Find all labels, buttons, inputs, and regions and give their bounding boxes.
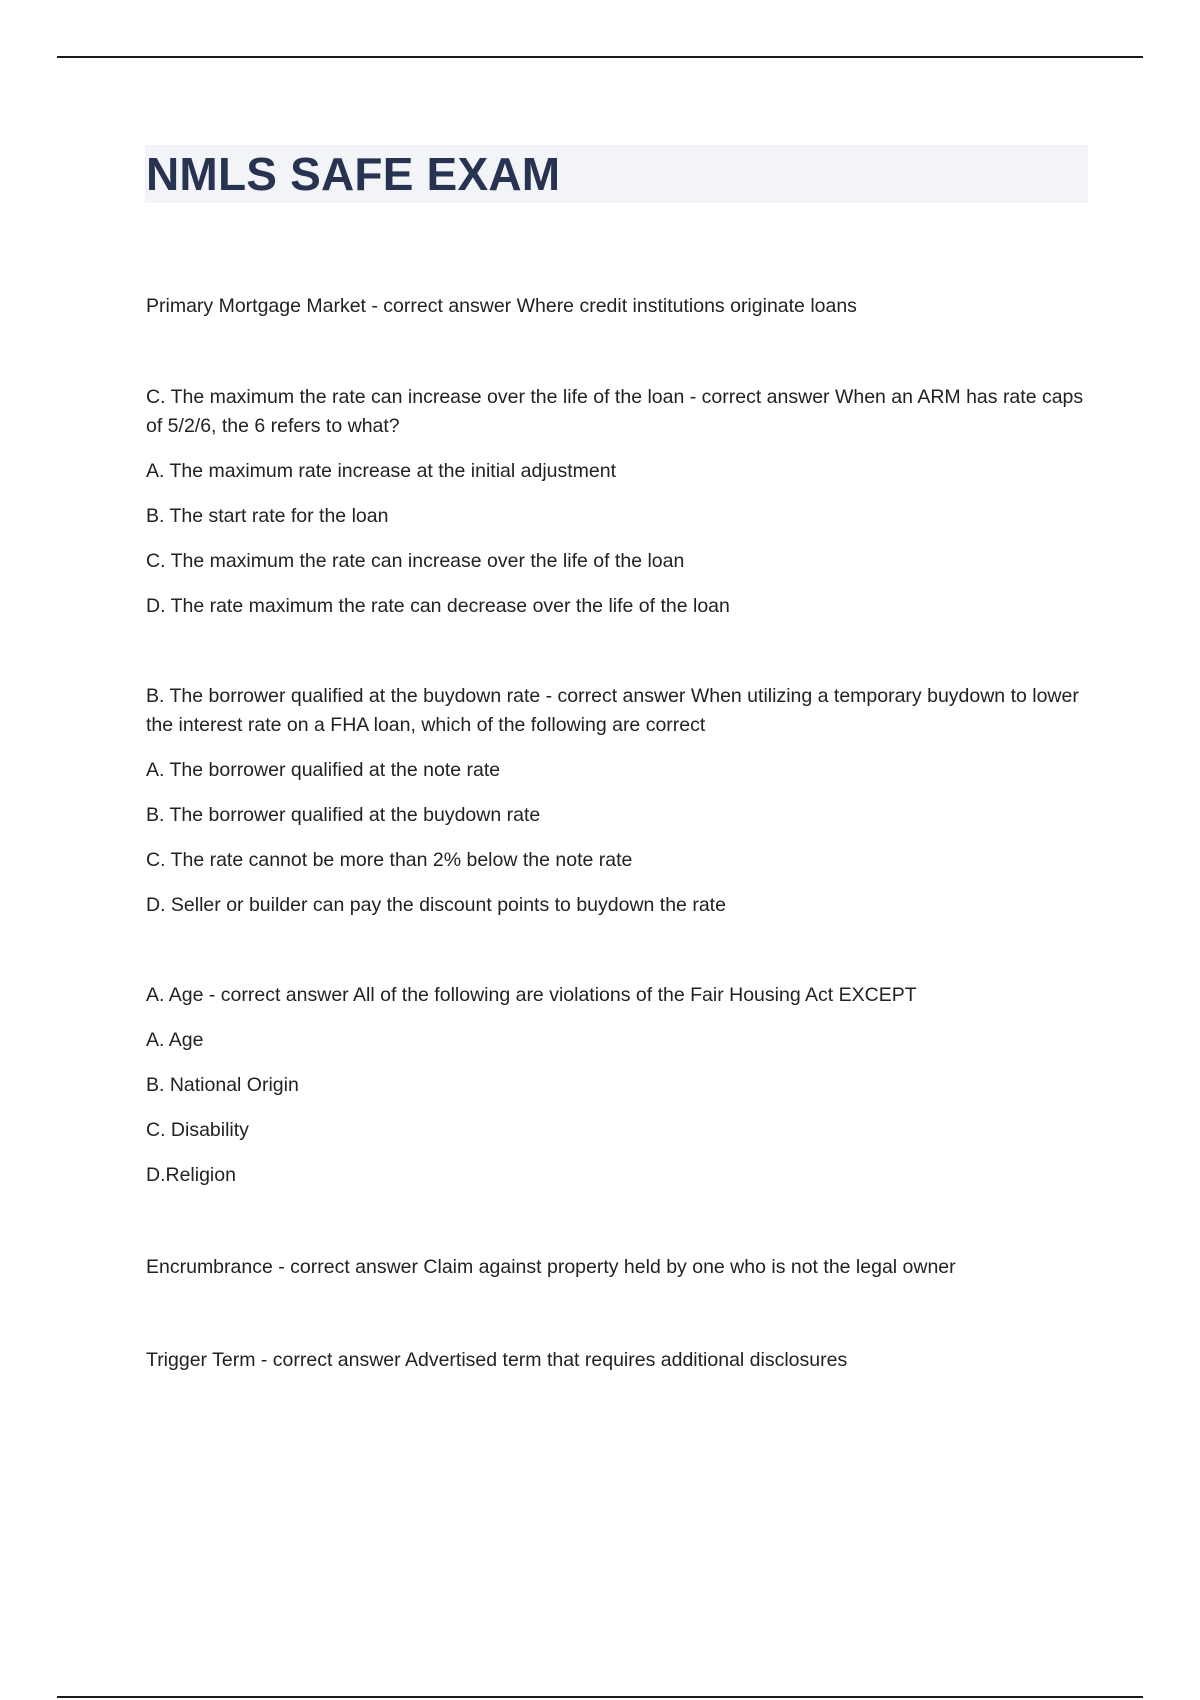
answer-option: D. The rate maximum the rate can decrease over the life of the loan [146, 595, 730, 617]
qa-entry [146, 1344, 1086, 1376]
qa-entry [146, 981, 1086, 1190]
bottom-divider [57, 1696, 1143, 1698]
qa-entry [146, 383, 1086, 621]
answer-option: D.Religion [146, 1164, 236, 1186]
answer-option: A. Age [146, 1029, 204, 1051]
answer-option: C. The maximum the rate can increase over the life of the loan [146, 550, 685, 572]
qa-list [146, 290, 1086, 1376]
qa-text: C. The maximum the rate can increase over the life of the loan - correct answer When an ARM has rate caps of 5/2/6, the 6 refers to what? [146, 386, 1084, 437]
qa-entry [146, 1251, 1086, 1283]
qa-text: Primary Mortgage Market - correct answer Where credit institutions originate loans [146, 295, 857, 317]
answer-option: A. The borrower qualified at the note rate [146, 759, 501, 781]
answer-option: B. The start rate for the loan [146, 505, 389, 527]
answer-option: C. The rate cannot be more than 2% below the note rate [146, 849, 633, 871]
qa-text: A. Age - correct answer All of the following are violations of the Fair Housing Act EXCEPT [146, 984, 917, 1006]
answer-option: A. The maximum rate increase at the initial adjustment [146, 460, 617, 482]
qa-text: Trigger Term - correct answer Advertised term that requires additional disclosures [146, 1349, 848, 1371]
answer-options [146, 756, 1086, 920]
qa-entry [146, 290, 1086, 322]
qa-text: Encrumbrance - correct answer Claim against property held by one who is not the legal owner [146, 1256, 956, 1278]
answer-option: B. The borrower qualified at the buydown rate [146, 804, 541, 826]
answer-option: C. Disability [146, 1119, 249, 1141]
qa-text: B. The borrower qualified at the buydown rate - correct answer When utilizing a temporary buydown to lower the interest rate on a FHA loan, which of the following are correct [146, 685, 1079, 736]
answer-option: D. Seller or builder can pay the discount points to buydown the rate [146, 894, 726, 916]
qa-entry [146, 682, 1086, 920]
answer-options [146, 457, 1086, 621]
answer-options [146, 1026, 1086, 1190]
answer-option: B. National Origin [146, 1074, 299, 1096]
document-title: NMLS SAFE EXAM [146, 148, 561, 200]
top-divider [57, 56, 1143, 58]
